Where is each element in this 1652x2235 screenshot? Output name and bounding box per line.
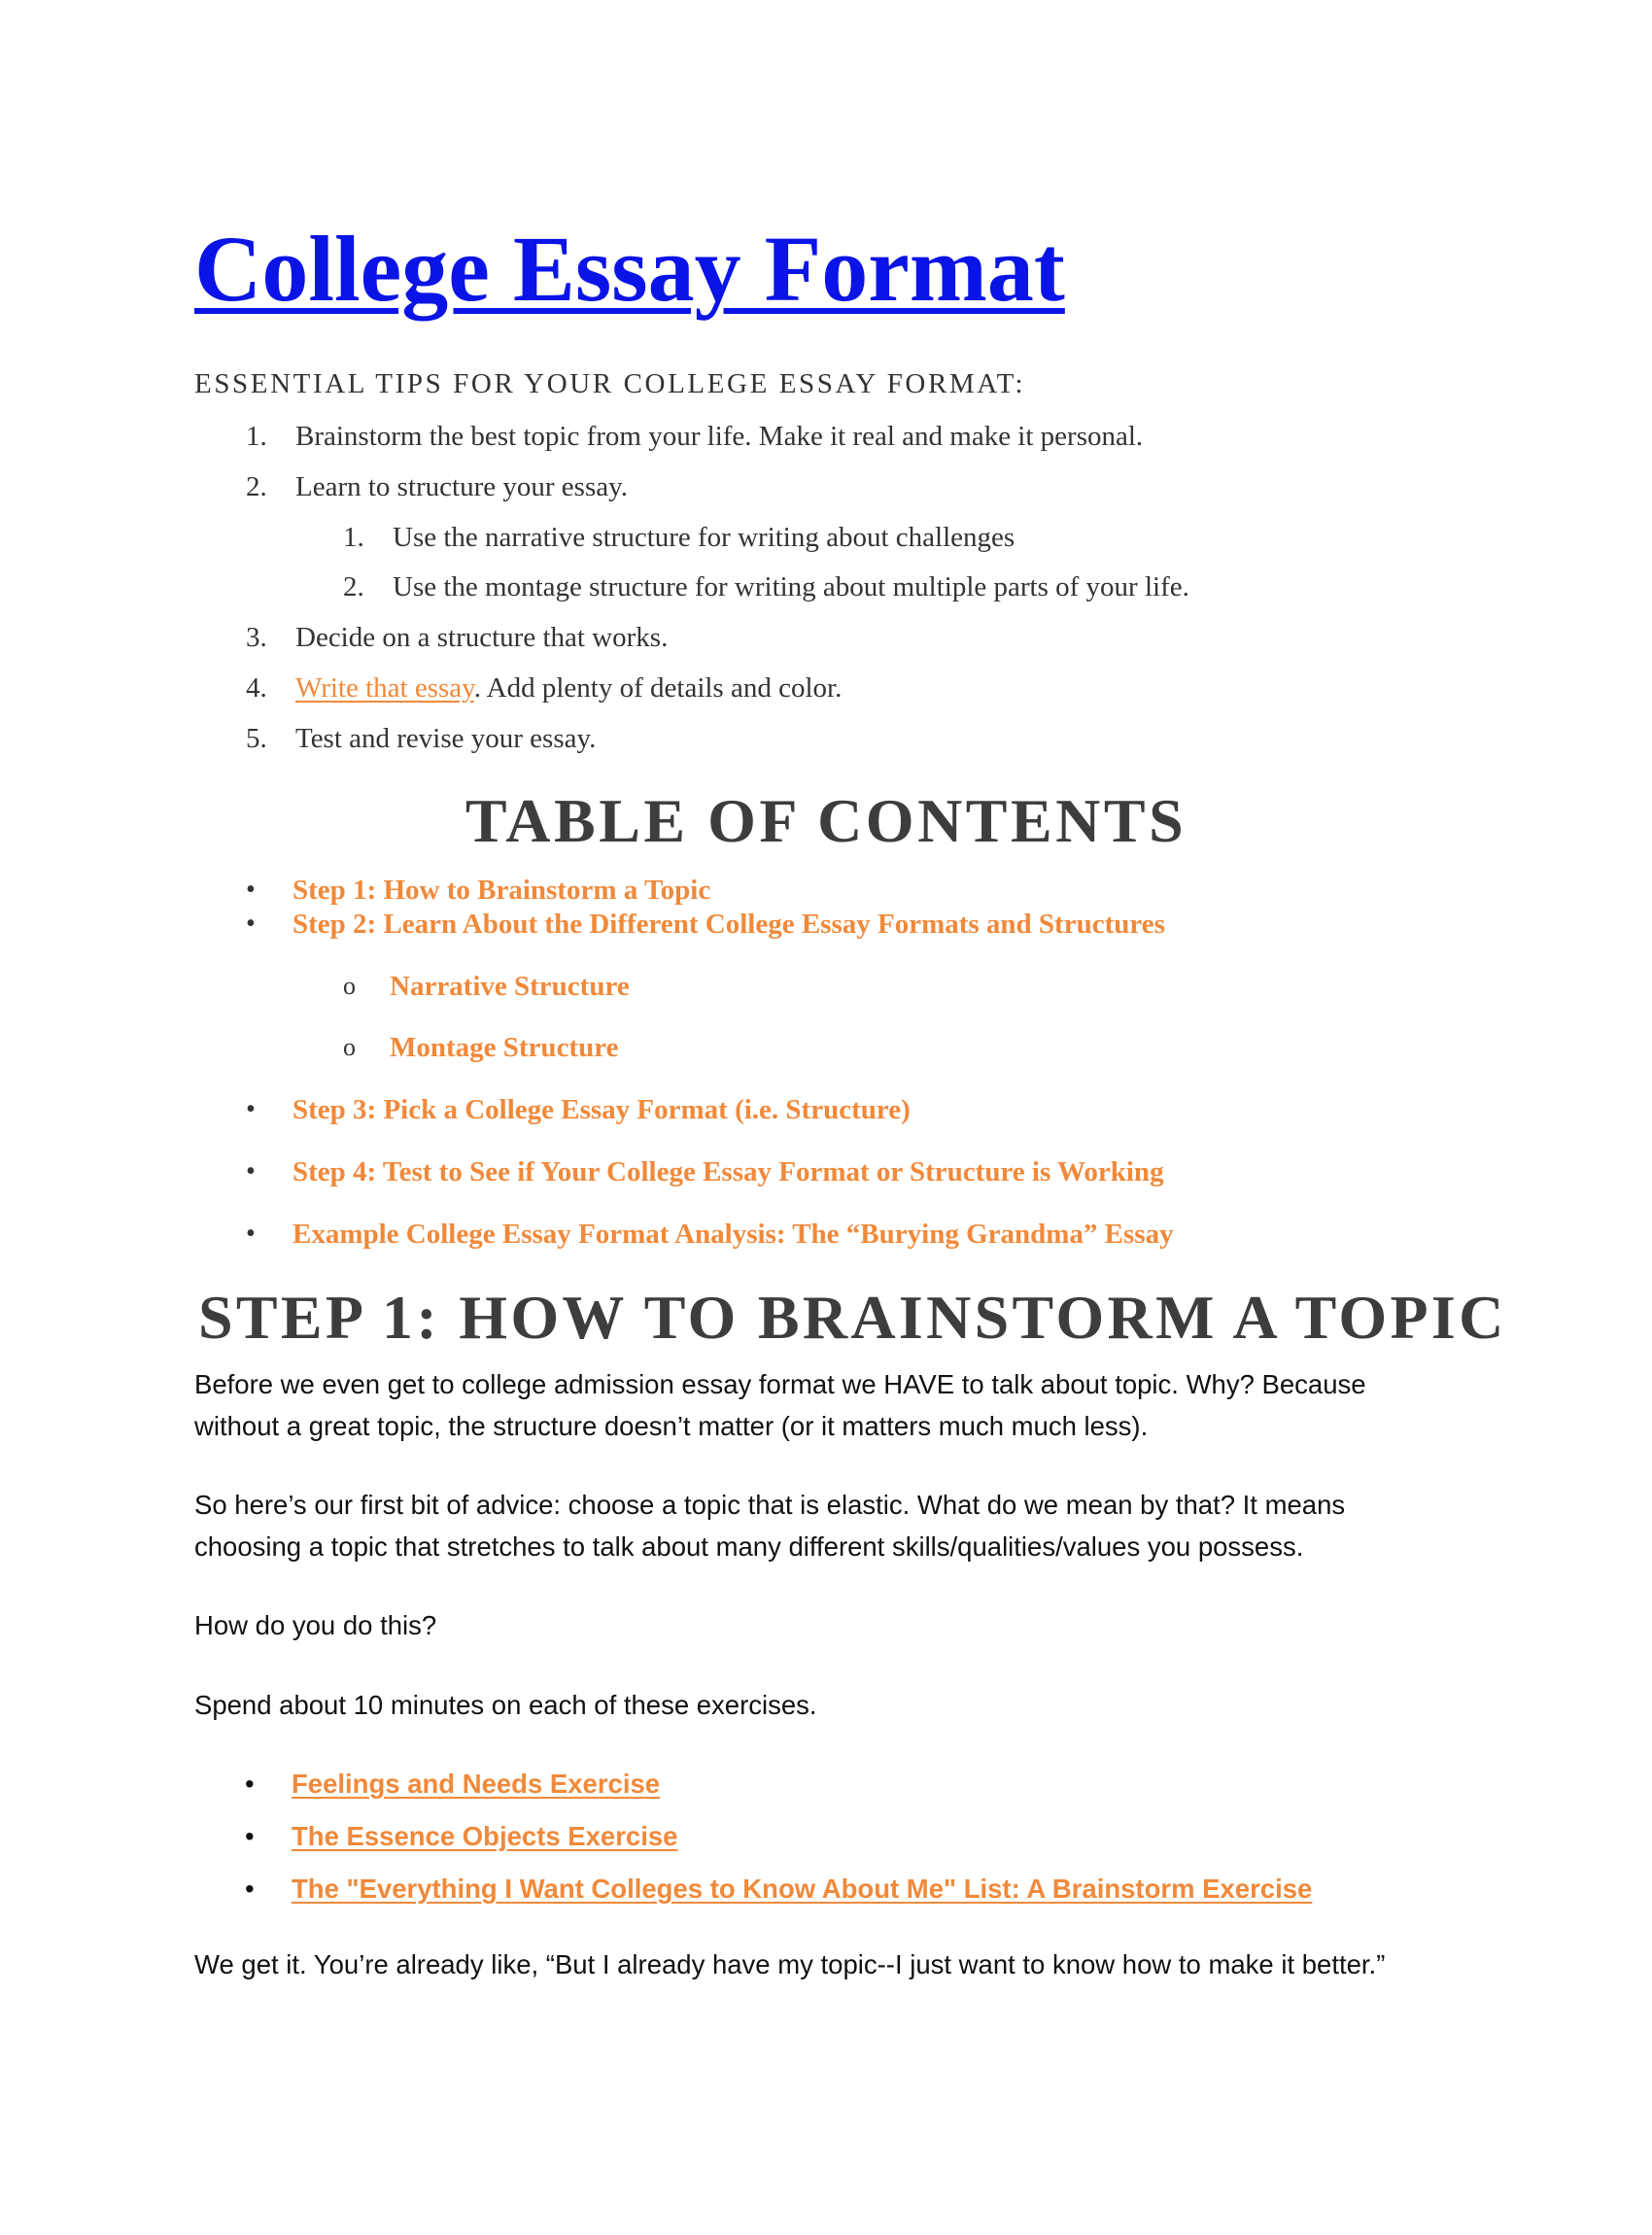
paragraph-line: Spend about 10 minutes on each of these exercises.	[194, 1690, 817, 1720]
paragraph-line: choosing a topic that stretches to talk about many different skills/qualities/values you possess.	[194, 1531, 1304, 1562]
tip-number: 3.	[246, 622, 267, 653]
bullet-icon: •	[246, 909, 256, 939]
paragraph-line: So here’s our first bit of advice: choose a topic that is elastic. What do we mean by that? It means	[194, 1490, 1346, 1520]
paragraph-line: We get it. You’re already like, “But I already have my topic--I just want to know how to make it better.”	[194, 1949, 1386, 1979]
paragraph-line: How do you do this?	[194, 1610, 437, 1640]
write-that-essay-link[interactable]: Write that essay	[295, 672, 474, 704]
tip-number: 5.	[246, 723, 267, 754]
page-title[interactable]: College Essay Format	[194, 217, 1065, 321]
toc-link-label[interactable]: Step 1: How to Brainstorm a Topic	[293, 875, 711, 906]
toc-heading: TABLE OF CONTENTS	[465, 786, 1187, 855]
tip-number: 2.	[246, 471, 267, 502]
bullet-icon: •	[245, 1821, 255, 1851]
tip-text: Learn to structure your essay.	[295, 471, 628, 502]
bullet-icon: •	[246, 1094, 256, 1124]
tips-heading: ESSENTIAL TIPS FOR YOUR COLLEGE ESSAY FORMAT:	[194, 368, 1026, 399]
bullet-icon: •	[246, 1156, 256, 1186]
toc-link-narrative[interactable]	[343, 969, 630, 1004]
toc-link-label[interactable]: Example College Essay Format Analysis: The “Burying Grandma” Essay	[293, 1219, 1174, 1250]
toc-link-label[interactable]: Step 4: Test to See if Your College Essay Format or Structure is Working	[293, 1156, 1164, 1187]
toc-link-label[interactable]: Narrative Structure	[390, 971, 630, 1002]
toc-link-step-2[interactable]	[246, 907, 1165, 942]
bullet-icon: •	[246, 875, 256, 905]
paragraph-line: Before we even get to college admission essay format we HAVE to talk about topic. Why? Because	[194, 1369, 1366, 1399]
step-1-heading: STEP 1: HOW TO BRAINSTORM A TOPIC	[198, 1283, 1507, 1352]
toc-link-step-4[interactable]	[246, 1154, 1164, 1189]
tip-text: Use the montage structure for writing about multiple parts of your life.	[393, 571, 1189, 602]
exercise-link-feelings[interactable]	[245, 1765, 661, 1804]
tip-text: Use the narrative structure for writing about challenges	[393, 522, 1015, 553]
exercise-link-label[interactable]: Feelings and Needs Exercise	[292, 1769, 661, 1799]
circle-bullet-icon: o	[343, 972, 356, 1000]
tip-text: Test and revise your essay.	[295, 723, 597, 754]
toc-link-example[interactable]	[246, 1217, 1174, 1252]
toc-link-step-1[interactable]	[246, 873, 711, 908]
exercise-link-label[interactable]: The Essence Objects Exercise	[292, 1821, 678, 1851]
toc-link-label[interactable]: Step 2: Learn About the Different College Essay Formats and Structures	[293, 909, 1165, 940]
bullet-icon: •	[245, 1874, 255, 1904]
tip-number: 1.	[343, 522, 364, 553]
bullet-icon: •	[245, 1769, 255, 1799]
paragraph-line: without a great topic, the structure doesn’t matter (or it matters much much less).	[194, 1411, 1149, 1441]
bullet-icon: •	[246, 1219, 256, 1249]
exercise-link-essence-objects[interactable]	[245, 1817, 678, 1856]
exercise-link-label[interactable]: The "Everything I Want Colleges to Know About Me" List: A Brainstorm Exercise	[292, 1874, 1313, 1904]
tip-text: Brainstorm the best topic from your life. Make it real and make it personal.	[295, 421, 1144, 452]
toc-link-montage[interactable]	[343, 1030, 619, 1065]
toc-link-label[interactable]: Step 3: Pick a College Essay Format (i.e. Structure)	[293, 1094, 911, 1125]
tip-text: Decide on a structure that works.	[295, 622, 669, 653]
exercise-link-everything-list[interactable]	[245, 1870, 1313, 1908]
tip-number: 2.	[343, 571, 364, 602]
tip-number: 1.	[246, 421, 267, 452]
tip-text: Write that essay. Add plenty of details and color.	[295, 672, 843, 704]
toc-link-step-3[interactable]	[246, 1092, 911, 1127]
circle-bullet-icon: o	[343, 1033, 356, 1061]
toc-link-label[interactable]: Montage Structure	[390, 1032, 619, 1063]
tip-number: 4.	[246, 672, 267, 704]
